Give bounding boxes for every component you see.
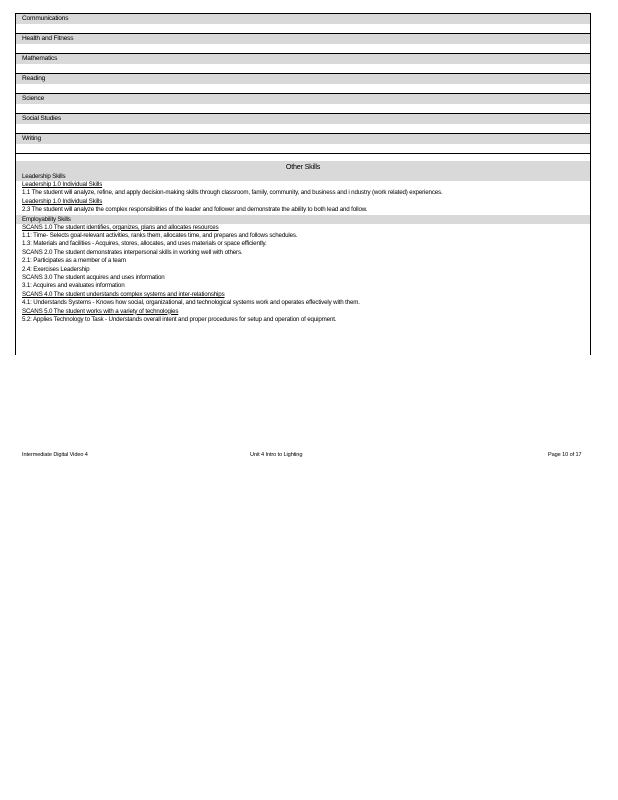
subject-heading: Science	[16, 94, 590, 104]
employability-skills-heading: Employability Skills	[16, 215, 590, 224]
standard-line: 4.1: Understands Systems - Knows how social, organizational, and technological systems work and operates effectively with them.	[22, 299, 360, 307]
subject-heading: Writing	[16, 134, 590, 144]
standard-line: 1.1: Time- Selects goal-relevant activities, ranks them, allocates time, and prepares and follows schedules.	[22, 232, 298, 240]
subject-heading: Reading	[16, 74, 590, 84]
standard-line: 5.2: Applies Technology to Task - Understands overall intent and proper procedures for setup and operation of equipment.	[22, 316, 337, 324]
subject-heading: Health and Fitness	[16, 34, 590, 44]
standard-heading: SCANS 5.0 The student works with a variety of technologies	[22, 307, 179, 315]
subject-body	[16, 124, 590, 133]
standard-line: 2.1: Participates as a member of a team	[22, 257, 126, 265]
standard-line: SCANS 3.0 The student acquires and uses information	[22, 274, 165, 282]
subject-body	[16, 24, 590, 33]
standard-heading: SCANS 4.0 The student understands complex systems and inter-relationships	[22, 290, 225, 298]
standard-line: 1.3: Materials and facilities - Acquires, stores, allocates, and uses materials or space efficiently.	[22, 240, 267, 248]
footer-unit: Unit 4 Intro to Lighting	[250, 452, 303, 458]
subject-body	[16, 64, 590, 73]
subject-heading: Social Studies	[16, 114, 590, 124]
subject-sections	[16, 14, 590, 161]
standards-table	[15, 13, 591, 355]
subject-section	[16, 74, 590, 94]
standard-line: 3.1: Acquires and evaluates information	[22, 282, 125, 290]
subject-heading: Communications	[16, 14, 590, 24]
subject-section	[16, 14, 590, 34]
footer-page-number: Page 10 of 17	[548, 452, 582, 458]
subject-body	[16, 104, 590, 113]
subject-body	[16, 144, 590, 153]
subject-heading: Mathematics	[16, 54, 590, 64]
footer-course: Intermediate Digital Video 4	[22, 452, 88, 458]
standard-heading: Leadership 1.0 Individual Skills	[22, 181, 103, 188]
standard-line: 2.3 The student will analyze the complex responsibilities of the leader and follower and demonstrate the ability to both lead and follow.	[22, 206, 368, 214]
standard-heading: Leadership 1.0 Individual Skills	[22, 197, 103, 205]
subject-section	[16, 134, 590, 154]
standard-line: 1.1 The student will analyze, refine, and apply decision-making skills through classroom, family, community, and business and i ndustry (work related) experiences.	[22, 189, 443, 197]
employability-skills-list	[16, 224, 590, 325]
subject-section	[16, 34, 590, 54]
standard-line: 2.4: Exercises Leadership	[22, 265, 90, 273]
standard-heading: SCANS 1.0 The student identifies, organizes, plans and allocates resources	[22, 223, 219, 231]
subject-section	[16, 54, 590, 74]
leadership-skills-list	[16, 181, 590, 215]
subject-body	[16, 44, 590, 53]
standard-line: SCANS 2.0 The student demonstrates interpersonal skills in working well with others.	[22, 248, 243, 256]
subject-body	[16, 84, 590, 93]
leadership-skills-heading: Leadership Skills	[16, 172, 590, 181]
subject-section	[16, 94, 590, 114]
section-divider	[16, 153, 590, 154]
spacer	[16, 154, 590, 161]
other-skills-title: Other Skills	[16, 161, 590, 172]
subject-section	[16, 114, 590, 134]
